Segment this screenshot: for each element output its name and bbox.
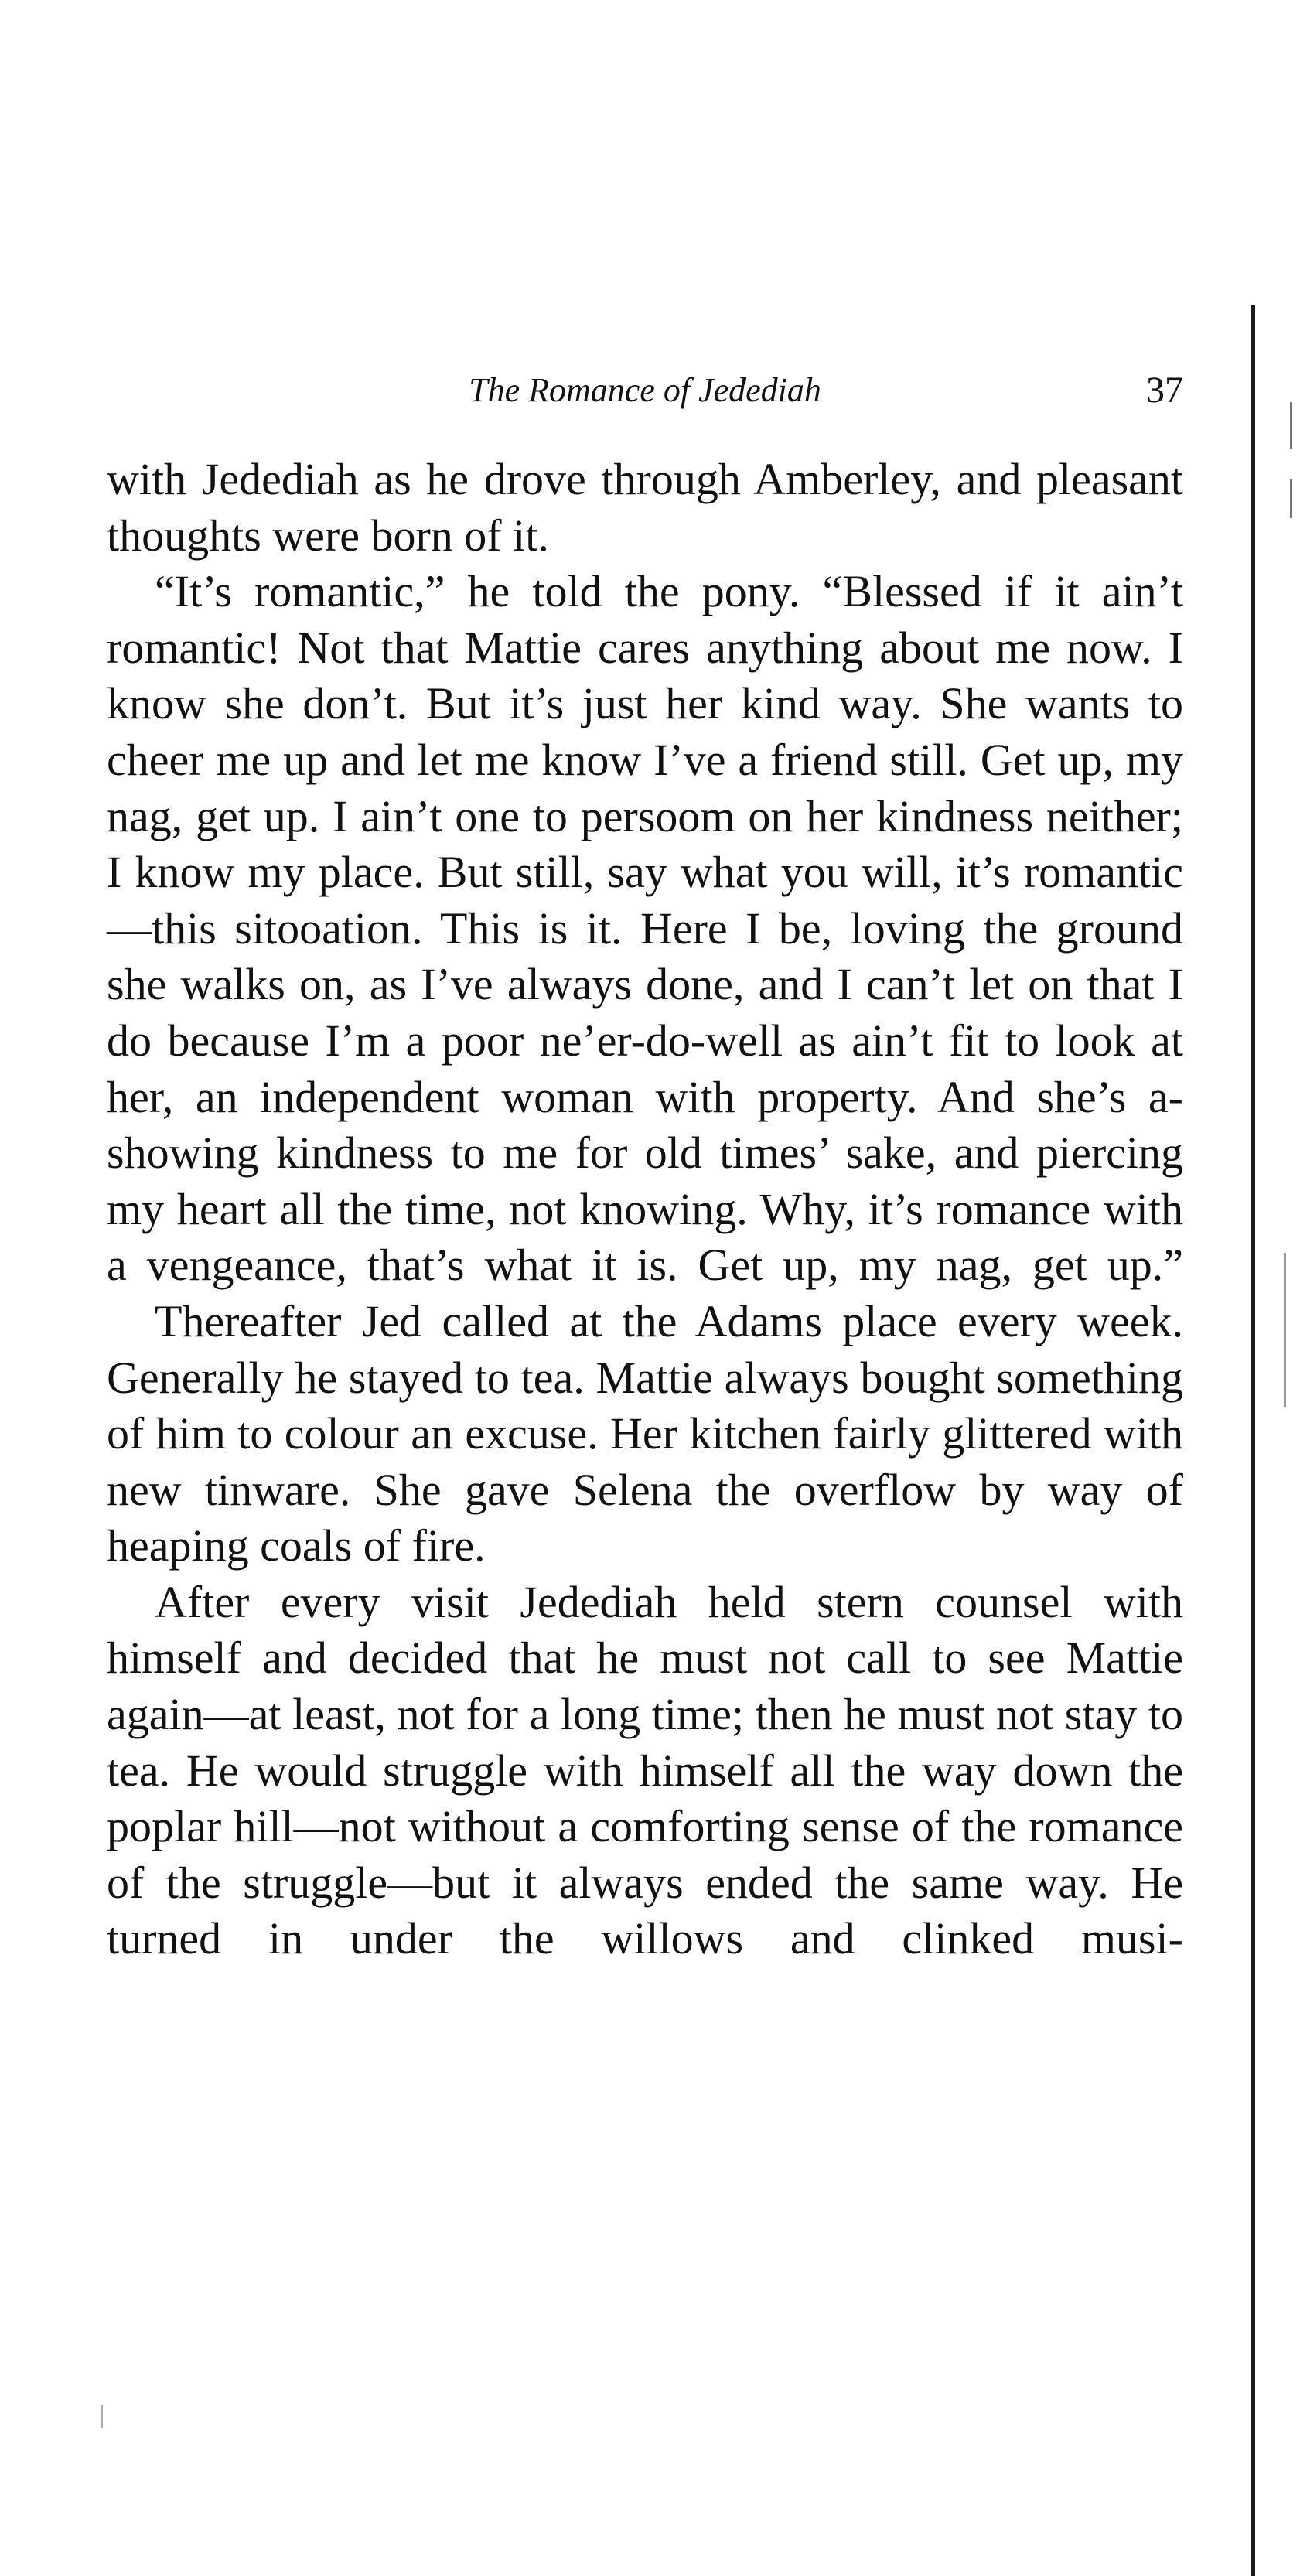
paragraph-stern-counsel: After every visit Jedediah held stern counsel with himself and decided that he must not call to see Mattie again—at least, not for a long time; then he must not stay to tea. He would struggle with himself all the way down the poplar hill—not without a comforting sense of the romance of the struggle—but it always ended the same way. He turned in under the willows and clinked musi- — [107, 1576, 1183, 1964]
body-text — [107, 452, 1183, 1967]
running-title: The Romance of Jedediah — [469, 371, 821, 409]
binding-edge — [1251, 305, 1255, 2576]
page-number: 37 — [1146, 370, 1183, 411]
paragraph-weekly-visits: Thereafter Jed called at the Adams place every week. Generally he stayed to tea. Mattie always bought something of him to colour an excuse. Her kitchen fairly glittered with new tinware. She gave Selena the overflow by way of heaping coals of fire. — [107, 1295, 1183, 1571]
running-head — [107, 363, 1183, 418]
paragraph-jed-monologue: “It’s romantic,” he told the pony. “Blessed if it ain’t romantic! Not that Mattie cares anything about me now. I know she don’t. But it’s just her kind way. She wants to cheer me up and let me know I’ve a friend still. Get up, my nag, get up. I ain’t one to persoom on her kindness neither; I know my place. But still, say what you will, it’s romantic—this sitooation. This is it. Here I be, loving the ground she walks on, as I’ve always done, and I can’t let on that I do because I’m a poor ne’er-do-well as ain’t fit to look at her, an independent woman with property. And she’s a-showing kindness to me for old times’ sake, and piercing my heart all the time, not knowing. Why, it’s romance with a vengeance, that’s what it is. Get up, my nag, get up.” — [107, 566, 1183, 1291]
scan-speck — [1290, 479, 1292, 518]
scan-speck — [1290, 402, 1292, 449]
scan-speck — [101, 2405, 103, 2428]
paragraph-continuation: with Jedediah as he drove through Amberley, and pleasant thoughts were born of it. — [107, 454, 1183, 561]
scan-speck — [1284, 1253, 1286, 1407]
